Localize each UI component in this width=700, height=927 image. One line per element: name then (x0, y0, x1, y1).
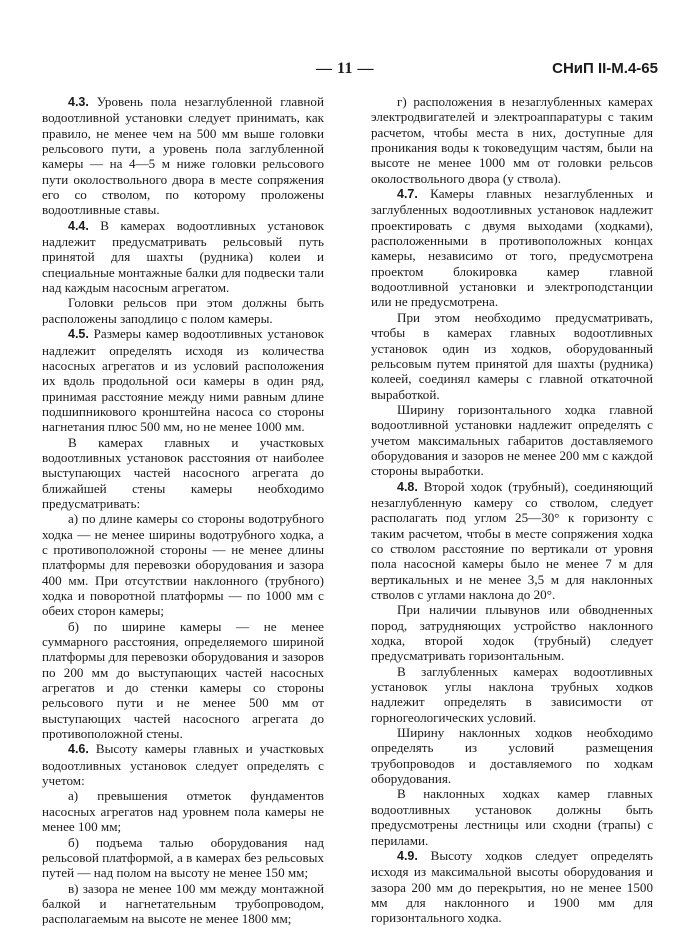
paragraph-text: а) по длине камеры со стороны водотрубного ходка — не менее ширины водотрубного ходка, а с противоположной стороны — не менее длины платформы для перевозки оборудования и зазора 400 мм. При отсутствии наклонного (трубного) ходка и поворотной платформы — по 1000 мм с обеих сторон камеры; (42, 511, 324, 619)
clause-paragraph (371, 479, 653, 603)
paragraph (371, 664, 653, 725)
paragraph (42, 881, 324, 927)
clause-paragraph (371, 848, 653, 926)
paragraph-text: Ширину наклонных ходков необходимо определять из условий размещения трубопроводов и доставляемого по ходкам оборудования. (371, 725, 653, 787)
paragraph-text: Ширину горизонтального ходка главной водоотливной установки надлежит определять с учетом максимальных габаритов доставляемого оборудования и зазоров не менее 200 мм с каждой стороны выработки. (371, 401, 653, 479)
paragraph (42, 435, 324, 512)
document-code: СНиП II-М.4-65 (552, 60, 658, 77)
clause-paragraph (371, 186, 653, 310)
clause-paragraph (42, 326, 324, 434)
paragraph-text: в) зазора не менее 100 мм между монтажной балкой и нагнетательным трубопроводом, располагаемым на высоте не менее 1800 мм; (42, 880, 324, 927)
page-number: — 11 — (315, 60, 375, 77)
paragraph-text: Размеры камер водоотливных установок надлежит определять исходя из количества насосных агрегатов и из условий расположения их вдоль продольной оси камеры в один ряд, принимая расстояние между ними равным длине подшипникового кронштейна насоса со стороны нагнетания плюс 500 мм, но не менее 1000 мм. (42, 326, 324, 435)
paragraph (371, 786, 653, 847)
paragraph (42, 619, 324, 742)
clause-number: 4.9. (397, 848, 418, 863)
paragraph (371, 94, 653, 186)
clause-number: 4.3. (68, 95, 89, 109)
paragraph (371, 725, 653, 786)
paragraph-text: В заглубленных камерах водоотливных установок углы наклона трубных ходков надлежит определять в зависимости от горногеологических условий. (371, 663, 653, 725)
paragraph-text: Уровень пола незаглубленной главной водоотливной установки следует принимать, как правило, не менее чем на 500 мм выше головки рельсового пути, а уровень пола заглубленной камеры — на 4—5 м ниже головки рельсового пути околоствольного двора в месте сопряжения его со стволом, по которому проложены водоотливные ставы. (42, 94, 324, 218)
paragraph-text: Высоту камеры главных и участковых водоотливных установок следует определять с учетом: (42, 741, 324, 789)
paragraph (371, 402, 653, 479)
paragraph-text: Головки рельсов при этом должны быть расположены заподлицо с полом камеры. (42, 295, 324, 326)
clause-paragraph (42, 94, 324, 218)
clause-paragraph (42, 218, 324, 296)
paragraph-text: В камерах главных и участковых водоотливных установок расстояния от наиболее выступающих частей насосного агрегата до ближайшей стены камеры необходимо предусматривать: (42, 434, 324, 511)
paragraph-text: г) расположения в незаглубленных камерах электродвигателей и электроаппаратуры с таким расчетом, чтобы места в них, доступные для проникания воды к токоведущим частям, были на высоте не менее 1000 мм от головки рельсов околоствольного двора (у ствола). (371, 94, 653, 186)
paragraph (42, 295, 324, 326)
paragraph (371, 310, 653, 402)
paragraph (42, 788, 324, 834)
left-column (42, 94, 324, 927)
clause-number: 4.7. (397, 187, 418, 202)
paragraph-text: В наклонных ходках камер главных водоотливных установок должны быть предусмотрены лестницы или сходни (трапы) с перилами. (371, 786, 653, 848)
paragraph-text: б) по ширине камеры — не менее суммарного расстояния, определяемого шириной платформы для перевозки оборудования и зазоров по 200 мм до выступающих частей насосных агрегатов и до стенки камеры со стороны рельсового пути и не менее 500 мм от выступающих частей насосного агрегата до противоположной стены. (42, 618, 324, 742)
right-column (371, 94, 653, 926)
clause-number: 4.4. (68, 218, 89, 233)
clause-number: 4.5. (68, 327, 89, 342)
paragraph (42, 511, 324, 618)
clause-number: 4.8. (397, 479, 418, 494)
page-header (0, 60, 700, 82)
paragraph-text: б) подъема талью оборудования над рельсовой платформой, а в камерах без рельсовых путей — над полом на высоту не менее 150 мм; (42, 834, 324, 881)
paragraph-text: При этом необходимо предусматривать, чтобы в камерах главных водоотливных установок один из ходков, оборудованный рельсовым путем принятой для шахты (рудника) колеей, соединял камеры с главной откаточной выработкой. (371, 309, 653, 402)
paragraph-text: Камеры главных незаглубленных и заглубленных водоотливных установок надлежит проектировать с двумя выходами (ходками), расположенными в противоположных концах камеры, независимо от того, предусмотрена проектом блокировка камер главной водоотливной установки и электроподстанции или не предусмотрена. (371, 186, 653, 310)
paragraph-text: При наличии плывунов или обводненных пород, затрудняющих устройство наклонного ходка, второй ходок (трубный) следует предусматривать горизонтальным. (371, 602, 653, 664)
paragraph-text: а) превышения отметок фундаментов насосных агрегатов над уровнем пола камеры не менее 100 мм; (42, 788, 324, 835)
paragraph (42, 835, 324, 881)
clause-number: 4.6. (68, 742, 89, 757)
paragraph-text: Второй ходок (трубный), соединяющий незаглубленную камеру со стволом, следует располагать под углом 25—30° к горизонту с таким расчетом, чтобы в месте сопряжения ходка со стволом расстояние по вертикали от уровня пола насосной камеры было не менее 7 м для вертикальных и не менее 3,5 м для наклонных стволов с углами наклона до 20°. (371, 478, 653, 602)
paragraph-text: Высоту ходков следует определять исходя из максимальной высоты оборудования и зазора 200 мм до перекрытия, но не менее 1500 мм для наклонного и 1900 мм для горизонтального ходка. (371, 847, 653, 926)
paragraph (371, 602, 653, 663)
clause-paragraph (42, 741, 324, 788)
paragraph-text: В камерах водоотливных установок надлежит предусматривать рельсовый путь принятой для шахты (рудника) колеи и специальные монтажные балки для подвески тали над каждым насосным агрегатом. (42, 217, 324, 296)
